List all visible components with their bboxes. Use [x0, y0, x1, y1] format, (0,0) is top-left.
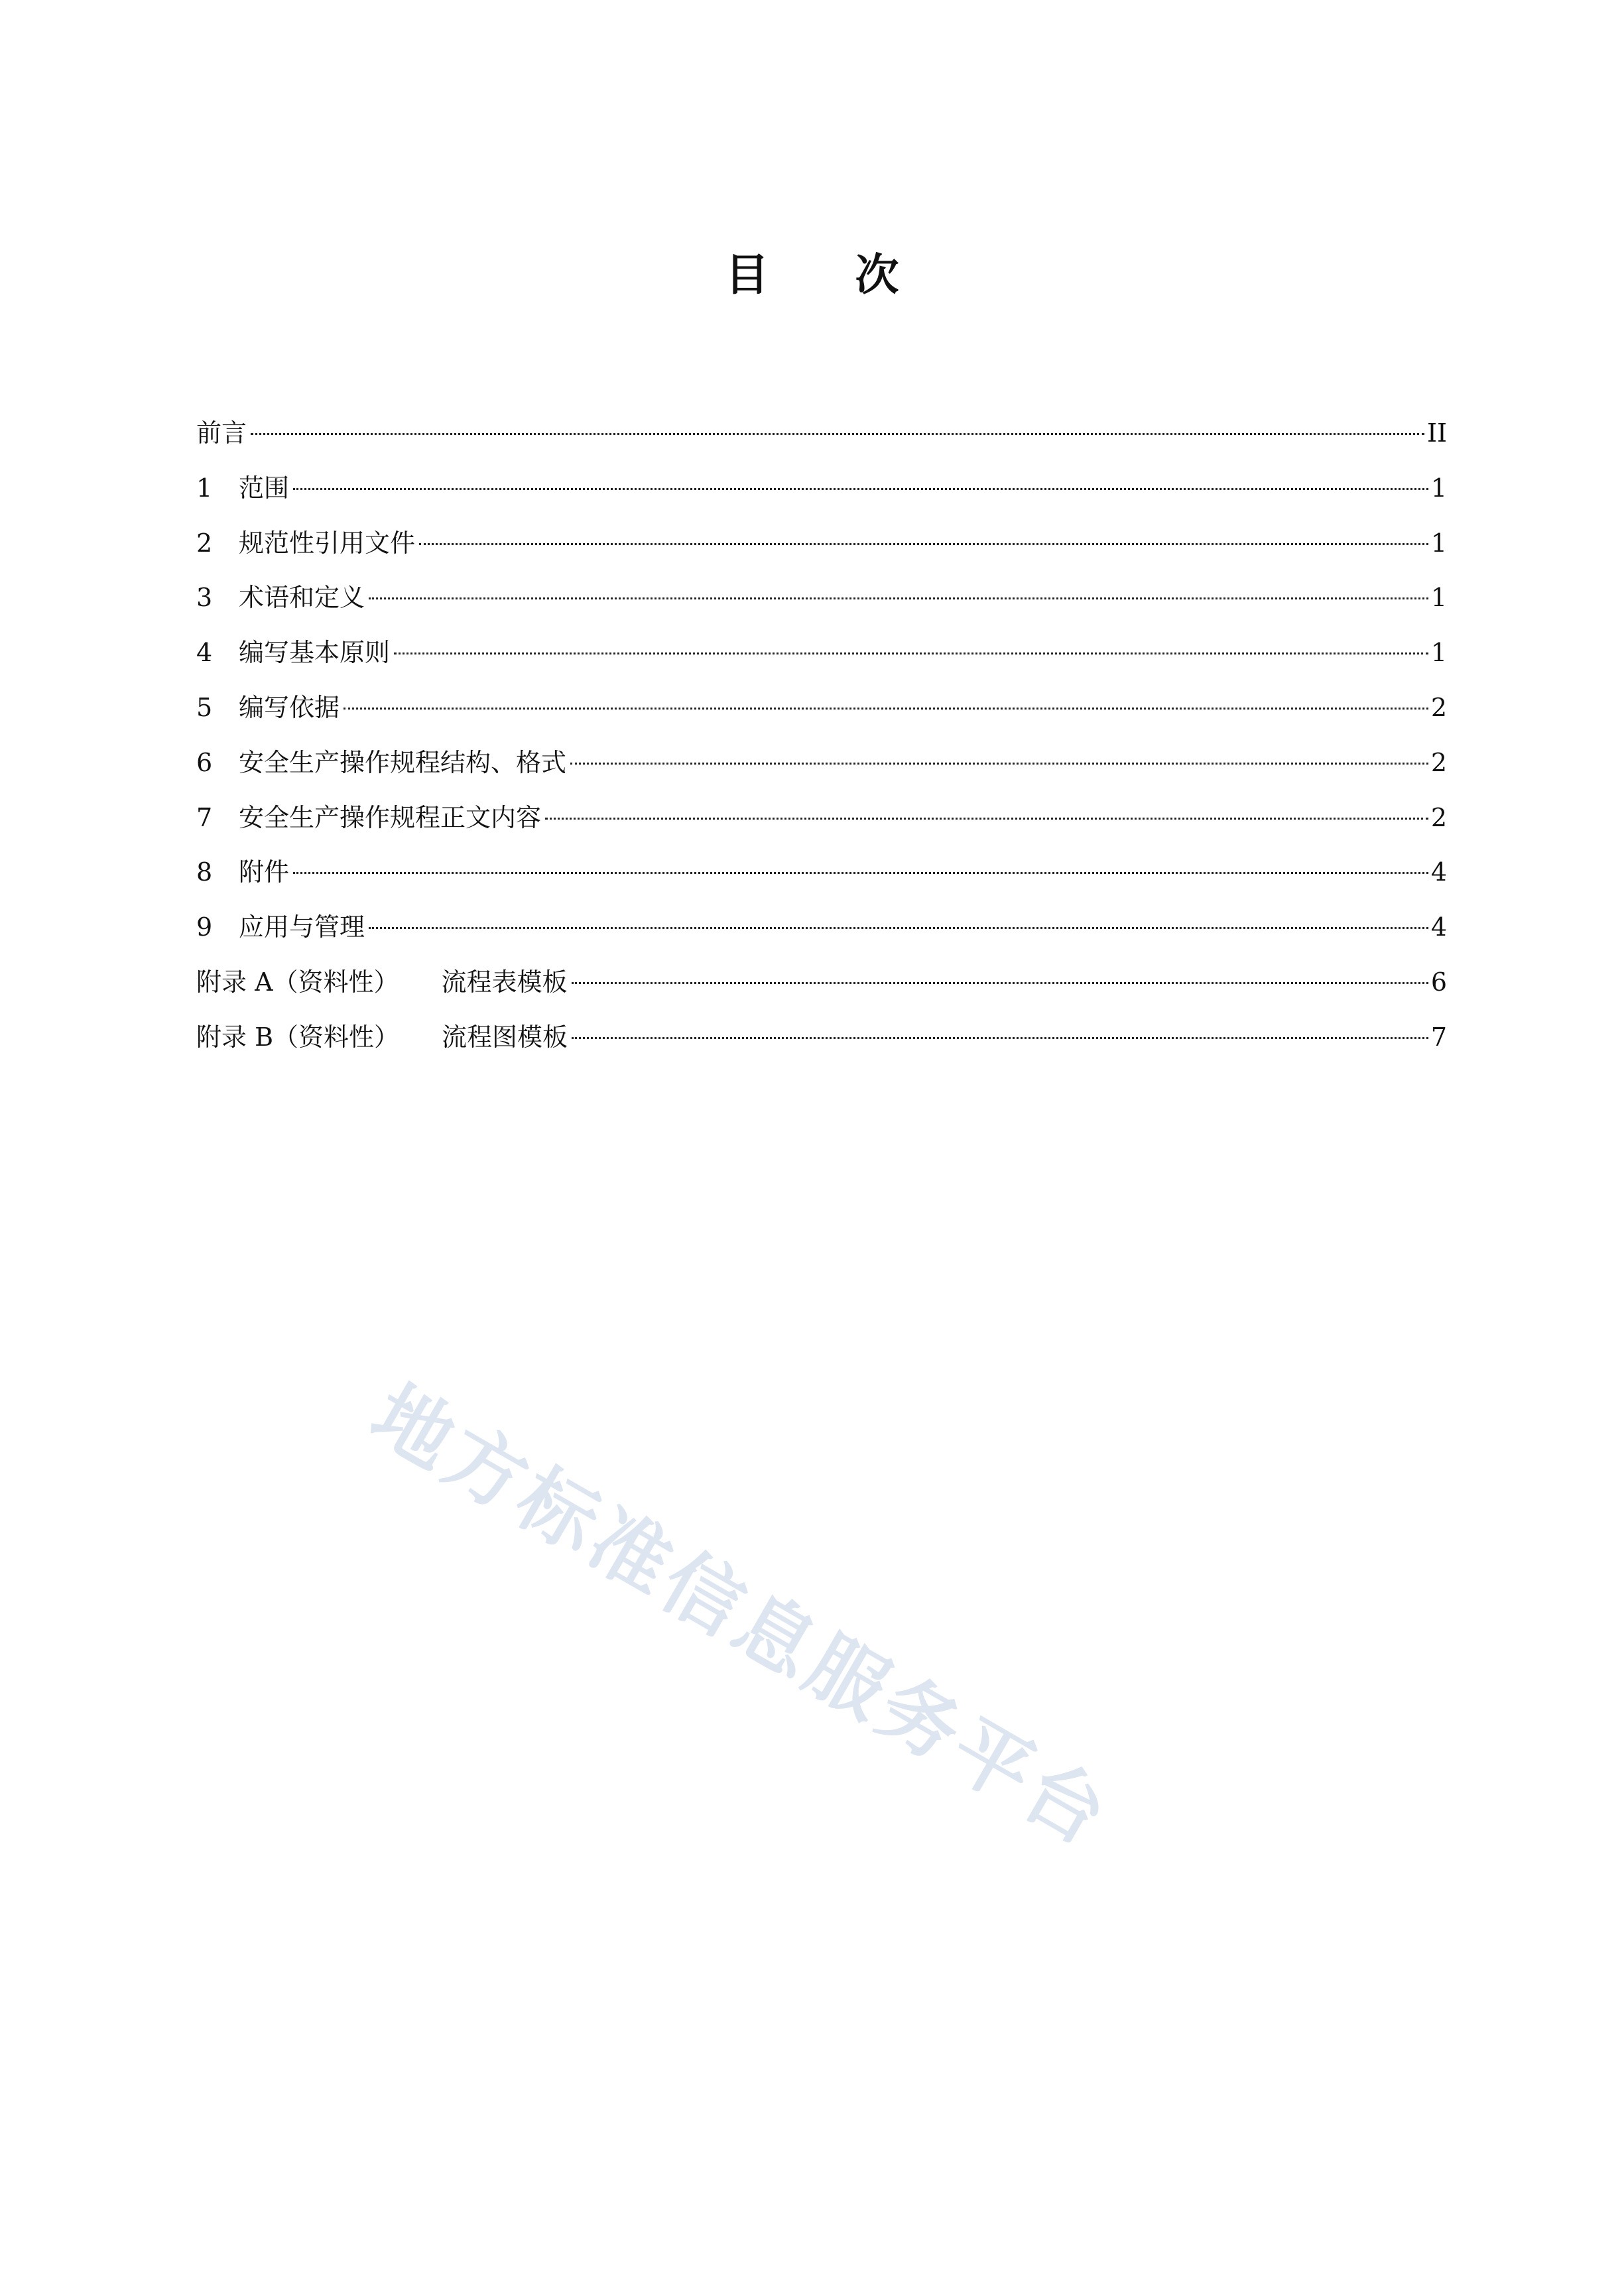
- toc-entry-3[interactable]: [196, 570, 1447, 625]
- toc-entry-page: 4: [1430, 912, 1447, 942]
- toc-title-char-2: 次: [855, 249, 899, 300]
- toc-leader: [570, 763, 1428, 765]
- toc-entry-label: 附件: [239, 857, 290, 887]
- toc-entry-number: 5: [196, 692, 213, 722]
- toc-leader: [344, 708, 1428, 710]
- toc-appendix-title: 流程图模板: [442, 1022, 568, 1052]
- toc-entry-label: 编写依据: [239, 692, 340, 722]
- toc-entry-label: 编写基本原则: [239, 638, 391, 668]
- toc-appendix-prefix: 附录 B（资料性）: [196, 1022, 400, 1052]
- toc-entry-page: 6: [1430, 967, 1447, 997]
- toc-leader: [369, 597, 1428, 599]
- toc-entry-2[interactable]: [196, 516, 1447, 571]
- toc-entry-label: 应用与管理: [239, 912, 365, 942]
- toc-entry-appendix-a[interactable]: [196, 955, 1447, 1010]
- toc-entry-page: 1: [1430, 473, 1447, 503]
- toc-entry-number: 4: [196, 638, 213, 668]
- toc-entry-6[interactable]: [196, 735, 1447, 790]
- toc-entry-number: 9: [196, 912, 213, 942]
- toc-entry-9[interactable]: [196, 900, 1447, 955]
- toc-appendix-prefix: 附录 A（资料性）: [196, 967, 399, 997]
- toc-entry-page: 7: [1430, 1022, 1447, 1052]
- toc-entry-5[interactable]: [196, 680, 1447, 735]
- toc-leader: [572, 982, 1428, 984]
- toc-entry-appendix-b[interactable]: [196, 1010, 1447, 1065]
- toc-entry-number: 8: [196, 857, 213, 887]
- toc-leader: [545, 818, 1428, 820]
- toc-entry-page: 1: [1430, 528, 1447, 558]
- toc-title: [0, 249, 1624, 300]
- toc-entry-number: 1: [196, 473, 213, 503]
- toc-list: [196, 406, 1447, 1065]
- toc-entry-7[interactable]: [196, 790, 1447, 845]
- toc-entry-label: 术语和定义: [239, 583, 365, 613]
- toc-leader: [572, 1037, 1428, 1039]
- toc-entry-page: 2: [1430, 692, 1447, 722]
- toc-entry-8[interactable]: [196, 845, 1447, 900]
- toc-entry-foreword[interactable]: [196, 406, 1447, 461]
- toc-entry-page: II: [1426, 418, 1447, 448]
- toc-leader: [419, 543, 1428, 545]
- toc-entry-page: 2: [1430, 747, 1447, 777]
- toc-entry-number: 3: [196, 583, 213, 613]
- toc-leader: [369, 927, 1428, 929]
- toc-entry-label: 规范性引用文件: [239, 528, 416, 558]
- toc-entry-page: 2: [1430, 802, 1447, 832]
- toc-appendix-title: 流程表模板: [441, 967, 568, 997]
- toc-entry-4[interactable]: [196, 625, 1447, 680]
- watermark-text: 地方标准信息服务平台: [357, 1367, 1127, 1865]
- toc-title-char-1: 目: [725, 249, 769, 300]
- toc-entry-label: 范围: [239, 473, 290, 503]
- toc-entry-page: 4: [1430, 857, 1447, 887]
- toc-entry-number: 6: [196, 747, 213, 777]
- toc-entry-number: 2: [196, 528, 213, 558]
- toc-entry-label: 安全生产操作规程正文内容: [239, 802, 542, 832]
- toc-leader: [251, 433, 1424, 435]
- toc-entry-label: 前言: [196, 418, 247, 448]
- toc-entry-1[interactable]: [196, 461, 1447, 516]
- toc-entry-label: 安全生产操作规程结构、格式: [239, 747, 567, 777]
- toc-entry-page: 1: [1430, 583, 1447, 613]
- toc-entry-page: 1: [1430, 638, 1447, 668]
- toc-entry-number: 7: [196, 802, 213, 832]
- toc-leader: [293, 872, 1428, 874]
- toc-leader: [293, 488, 1428, 490]
- toc-leader: [394, 652, 1428, 654]
